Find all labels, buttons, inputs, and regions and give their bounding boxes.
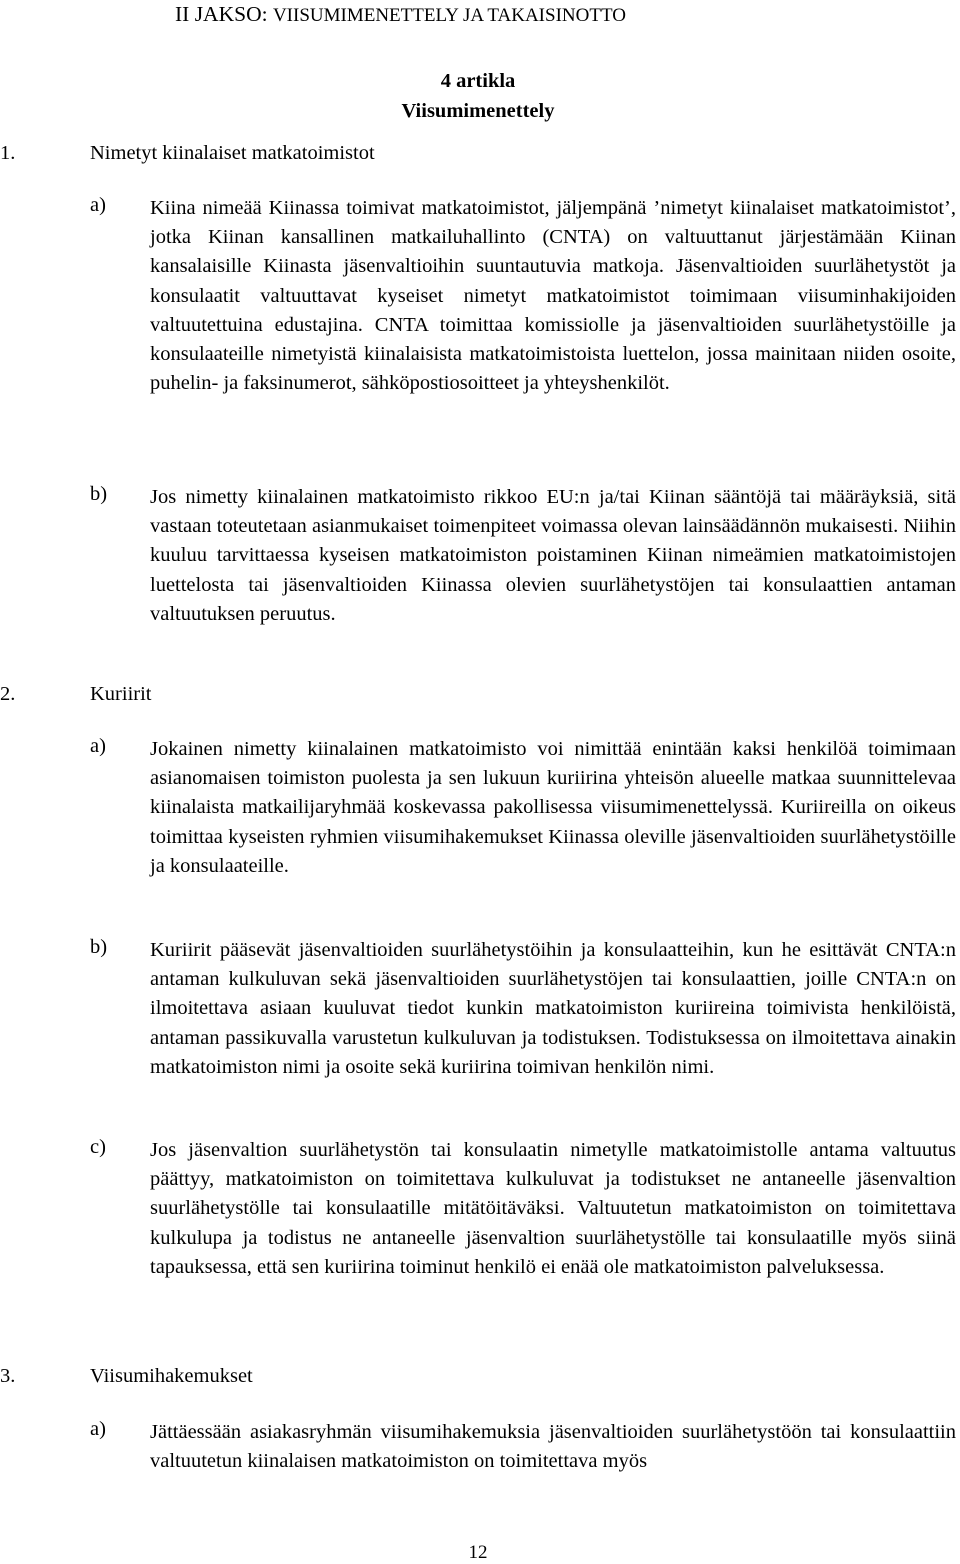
section-number: 2.	[0, 683, 16, 705]
part-heading-prefix: II JAKSO:	[175, 2, 273, 26]
part-heading-title: VIISUMIMENETTELY JA TAKAISINOTTO	[272, 5, 626, 26]
section-title: Nimetyt kiinalaiset matkatoimistot	[90, 142, 375, 164]
item-text: Jättäessään asiakasryhmän viisumihakemuksia jäsenvaltioiden suurlähetystöön tai konsulaattiin valtuutetun kiinalaisen matkatoimiston on toimitettava myös	[150, 1421, 956, 1473]
item-label: c)	[90, 1136, 106, 1158]
item-label: a)	[90, 194, 106, 216]
page-number: 12	[468, 1542, 488, 1563]
item-text: Kiina nimeää Kiinassa toimivat matkatoimistot, jäljempänä ’nimetyt kiinalaiset matkatoimistot’, jotka Kiinan kansallinen matkailuhallinto (CNTA) on valtuuttanut järjestämään Kiinan kansalaisille Kiinasta jäsenvaltioihin suuntautuvia matkoja. Jäsenvaltioiden suurlähetystöt ja konsulaatit valtuuttavat kyseiset nimetyt matkatoimistot toimimaan viisuminhakijoiden valtuutettuina edustajina. CNTA toimittaa komissiolle ja jäsenvaltioiden suurlähetystöille ja konsulaateille nimetyistä kiinalaisista matkatoimistoista luettelon, jossa mainitaan niiden osoite, puhelin- ja faksinumerot, sähköpostiosoitteet ja yhteyshenkilöt.	[150, 197, 956, 395]
item-label: b)	[90, 936, 108, 958]
item-text: Jokainen nimetty kiinalainen matkatoimisto voi nimittää enintään kaksi henkilöä toimimaan asianomaisen toimiston puolesta ja sen lukuun kuriirina yhteisön alueelle matkaa suunnittelevaa kiinalaista matkailijaryhmää koskevassa pakollisessa viisumimenettelyssä. Kuriireilla on oikeus toimittaa kyseisten ryhmien viisumihakemukset Kiinassa oleville jäsenvaltioiden suurlähetystöille ja konsulaateille.	[150, 738, 956, 877]
section-number: 1.	[0, 142, 16, 164]
item-text: Jos nimetty kiinalainen matkatoimisto rikkoo EU:n ja/tai Kiinan sääntöjä tai määräyksiä, sitä vastaan toteutetaan asianmukaiset toimenpiteet voimassa olevan lainsäädännön mukaisesti. Niihin kuuluu tarvittaessa kyseisen matkatoimiston poistaminen Kiinan nimeämien matkatoimistojen luettelosta tai jäsenvaltioiden Kiinassa olevien suurlähetystöjen tai konsulaattien antaman valtuutuksen peruutus.	[150, 486, 956, 625]
item-text: Kuriirit pääsevät jäsenvaltioiden suurlähetystöihin ja konsulaatteihin, kun he esittävät CNTA:n antaman kulkuluvan sekä jäsenvaltioiden suurlähetystöjen tai konsulaattien, joille CNTA:n on ilmoitettava asiaan kuuluvat tiedot kunkin matkatoimiston kuriireina toimivista henkilöistä, antaman passikuvalla varustetun kulkuluvan ja todistuksen. Todistuksessa on ilmoitettava ainakin matkatoimiston nimi ja osoite sekä kuriirina toimivan henkilön nimi.	[150, 939, 956, 1078]
section-title: Viisumihakemukset	[90, 1365, 253, 1387]
item-label: a)	[90, 735, 106, 757]
article-number: 4 artikla	[440, 70, 516, 92]
item-text: Jos jäsenvaltion suurlähetystön tai konsulaatin nimetylle matkatoimistolle antama valtuutus päättyy, matkatoimiston on toimitettava kulkuluvat ja todistukset ne antaneelle jäsenvaltion suurlähetystölle tai konsulaatille mitätöitäväksi. Valtuutetun matkatoimiston on toimitettava kulkulupa ja todistus ne antaneelle jäsenvaltion suurlähetystölle tai konsulaatille myös siinä tapauksessa, että sen kuriirina toiminut henkilö ei enää ole matkatoimiston palveluksessa.	[150, 1139, 956, 1278]
section-title: Kuriirit	[90, 683, 152, 705]
article-title: Viisumimenettely	[401, 100, 555, 122]
part-heading	[175, 2, 626, 27]
item-label: b)	[90, 483, 108, 505]
item-label: a)	[90, 1418, 106, 1440]
section-number: 3.	[0, 1365, 16, 1387]
